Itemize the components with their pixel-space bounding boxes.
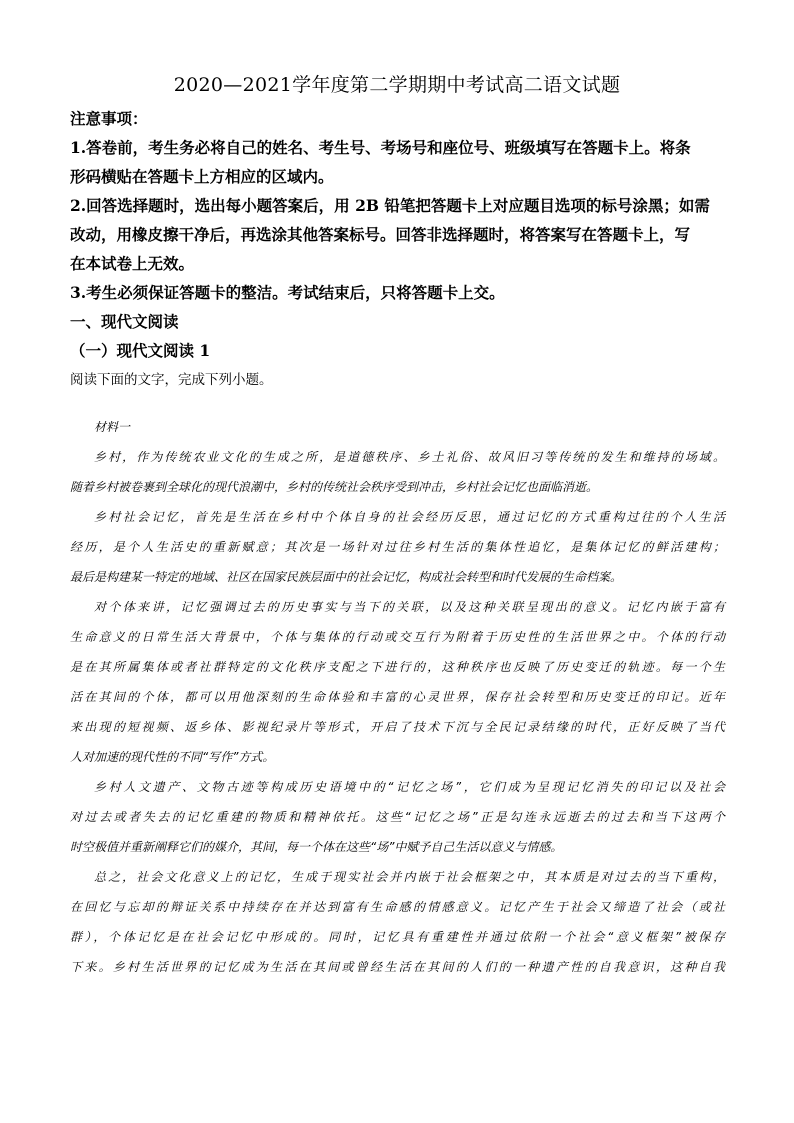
paragraph-4-line-1: 乡村人文遗产、文物古迹等构成历史语境中的“记忆之场”，它们成为呈现记忆消失的印记以及社会 [94, 780, 725, 794]
paragraph-2-line-1: 乡村社会记忆，首先是生活在乡村中个体自身的社会经历反思，通过记忆的方式重构过往的个人生活 [94, 510, 725, 524]
paragraph-5-line-2: 在回忆与忘却的辩证关系中持续存在并达到富有生命感的情感意义。记忆产生于社会又缔造了社会（或社 [70, 900, 725, 914]
subsection-heading: （一）现代文阅读 1 [70, 341, 211, 360]
paragraph-1 [70, 442, 725, 502]
notice-heading: 注意事项： [70, 109, 148, 128]
material-label: 材料一 [94, 420, 131, 434]
paragraph-3-line-1: 对个体来讲，记忆强调过去的历史事实与当下的关联，以及这种关联呈现出的意义。记忆内嵌于富有 [94, 600, 725, 614]
paragraph-2 [70, 502, 725, 592]
page-title: 2020—2021学年度第二学期期中考试高二语文试题 [173, 74, 621, 96]
paragraph-4-line-3: 时空极值并重新阐释它们的媒介，其间，每一个体在这些“场”中赋予自己生活以意义与情感。 [70, 840, 563, 854]
notice-item-2-line-3: 在本试卷上无效。 [70, 254, 195, 273]
notice-item-2-line-2: 改动，用橡皮擦干净后，再选涂其他答案标号。回答非选择题时，将答案写在答题卡上，写 [70, 225, 691, 244]
paragraph-2-line-3: 最后是构建某一特定的地域、社区在国家民族层面中的社会记忆，构成社会转型和时代发展的生命档案。 [70, 570, 623, 584]
paragraph-2-line-2: 经历，是个人生活史的重新赋意；其次是一场针对过往乡村生活的集体性追忆，是集体记忆的鲜活建构； [70, 540, 725, 554]
section-heading: 一、现代文阅读 [70, 312, 179, 331]
notice-item-1-line-2: 形码横贴在答题卡上方相应的区域内。 [70, 167, 334, 186]
notice-item-3-line-1: 3.考生必须保证答题卡的整洁。考试结束后，只将答题卡上交。 [70, 283, 505, 302]
paragraph-5-line-1: 总之，社会文化意义上的记忆，生成于现实社会并内嵌于社会框架之中，其本质是对过去的当下重构， [94, 870, 725, 884]
paragraph-3-line-5: 来出现的短视频、返乡体、影视纪录片等形式，开启了技术下沉与全民记录结缘的时代，正好反映了当代 [70, 720, 725, 734]
paragraph-4-line-2: 对过去或者失去的记忆重建的物质和精神依托。这些“记忆之场”正是勾连永远逝去的过去和当下这两个 [70, 810, 725, 824]
paragraph-3 [70, 592, 725, 772]
paragraph-1-line-2: 随着乡村被卷裹到全球化的现代浪潮中，乡村的传统社会秩序受到冲击，乡村社会记忆也面临消逝。 [70, 480, 599, 494]
paragraph-3-line-3: 是在其所属集体或者社群特定的文化秩序支配之下进行的，这种秩序也反映了历史变迁的轨迹。每一个生 [70, 660, 725, 674]
paragraph-5 [70, 862, 725, 982]
paragraph-5-line-3: 群），个体记忆是在社会记忆中形成的。同时，记忆具有重建性并通过依附一个社会“意义框架”被保存 [70, 930, 725, 944]
paragraph-3-line-4: 活在其间的个体，都可以用他深刻的生命体验和丰富的心灵世界，保存社会转型和历史变迁的印记。近年 [70, 690, 725, 704]
notice-item-1-line-1: 1.答卷前，考生务必将自己的姓名、考生号、考场号和座位号、班级填写在答题卡上。将条 [70, 138, 691, 157]
material-label-paragraph [70, 412, 725, 442]
reading-material [70, 412, 725, 982]
exam-header-block [70, 104, 725, 395]
paragraph-1-line-1: 乡村，作为传统农业文化的生成之所，是道德秩序、乡土礼俗、故风旧习等传统的发生和维持的场域。 [94, 450, 725, 464]
reading-instruction: 阅读下面的文字，完成下列小题。 [70, 372, 273, 388]
paragraph-5-line-4: 下来。乡村生活世界的记忆成为生活在其间或曾经生活在其间的人们的一种遗产性的自我意识，这种自我 [70, 960, 725, 974]
paragraph-3-line-6: 人对加速的现代性的不同“写作”方式。 [70, 750, 275, 764]
paragraph-4 [70, 772, 725, 862]
notice-item-2-line-1: 2.回答选择题时，选出每小题答案后，用 2B 铅笔把答题卡上对应题目选项的标号涂黑；如需 [70, 196, 710, 215]
paragraph-3-line-2: 生命意义的日常生活大背景中，个体与集体的行动或交互行为附着于历史性的生活世界之中。个体的行动 [70, 630, 725, 644]
